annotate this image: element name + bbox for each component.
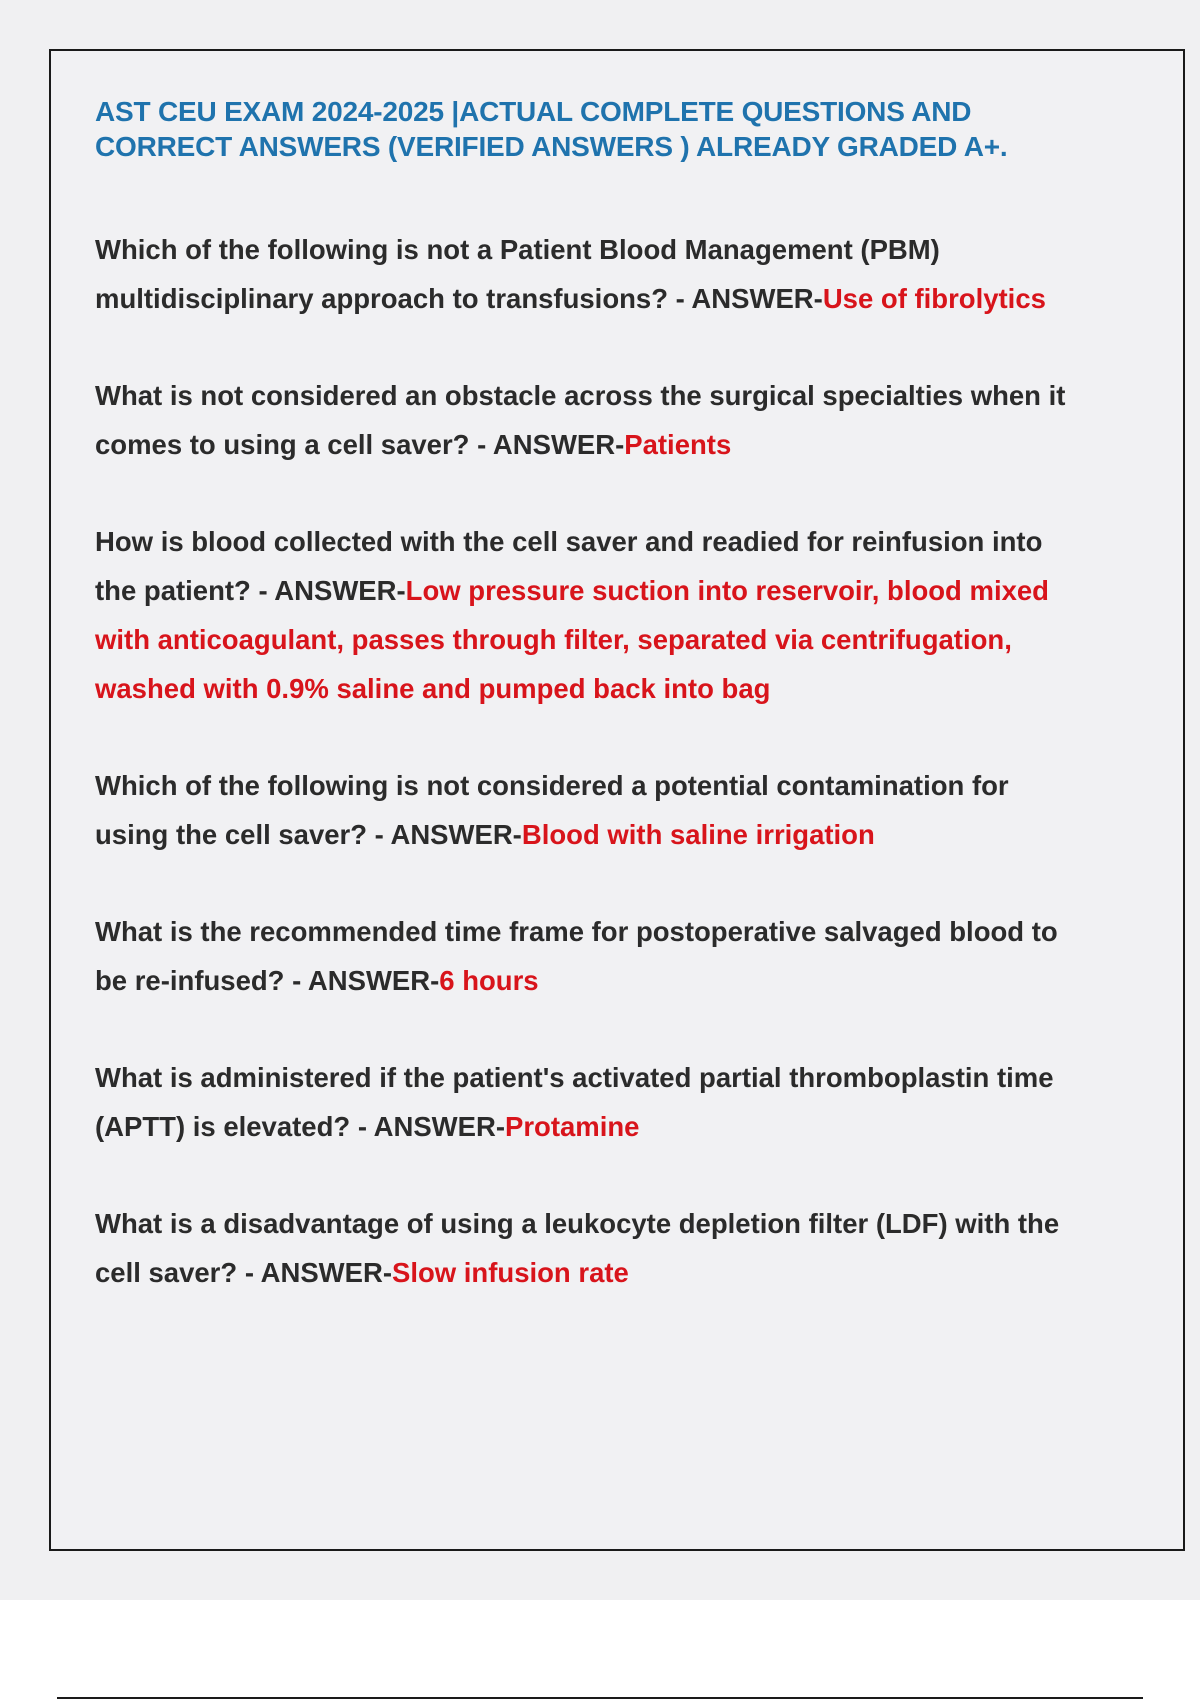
- question-text: What is not considered an obstacle across the surgical specialties when it comes to using a cell saver?: [95, 380, 1066, 460]
- answer-prefix: - ANSWER-: [250, 575, 406, 606]
- answer-prefix: - ANSWER-: [237, 1257, 392, 1288]
- footer-divider: [57, 1697, 1143, 1699]
- qa-list: [95, 225, 1085, 1297]
- question-text: How is blood collected with the cell saver and readied for reinfusion into the patient?: [95, 526, 1043, 606]
- answer-prefix: - ANSWER-: [668, 283, 823, 314]
- answer-prefix: - ANSWER-: [284, 965, 440, 996]
- answer-text: Use of fibrolytics: [822, 283, 1046, 314]
- answer-prefix: - ANSWER-: [367, 819, 522, 850]
- qa-item: [95, 225, 1085, 323]
- answer-text: Low pressure suction into reservoir, blood mixed with anticoagulant, passes through filter, separated via centrifugation, washed with 0.9% saline and pumped back into bag: [95, 575, 1049, 704]
- answer-prefix: - ANSWER-: [350, 1111, 505, 1142]
- question-text: What is a disadvantage of using a leukocyte depletion filter (LDF) with the cell saver?: [95, 1208, 1060, 1288]
- question-text: Which of the following is not a Patient Blood Management (PBM) multidisciplinary approach to transfusions?: [95, 234, 940, 314]
- qa-item: [95, 1199, 1085, 1297]
- qa-item: [95, 1053, 1085, 1151]
- answer-text: 6 hours: [439, 965, 539, 996]
- document-content: [95, 94, 1085, 1345]
- qa-item: [95, 761, 1085, 859]
- document-title: AST CEU EXAM 2024-2025 |ACTUAL COMPLETE QUESTIONS AND CORRECT ANSWERS (VERIFIED ANSWERS ) ALREADY GRADED A+.: [95, 96, 1008, 162]
- answer-text: Protamine: [505, 1111, 640, 1142]
- question-text: What is administered if the patient's activated partial thromboplastin time (APTT) is elevated?: [95, 1062, 1054, 1142]
- qa-item: [95, 371, 1085, 469]
- qa-item: [95, 517, 1085, 713]
- question-text: What is the recommended time frame for postoperative salvaged blood to be re-infused?: [95, 916, 1058, 996]
- answer-text: Blood with saline irrigation: [521, 819, 875, 850]
- qa-item: [95, 907, 1085, 1005]
- answer-text: Slow infusion rate: [391, 1257, 629, 1288]
- answer-text: Patients: [624, 429, 732, 460]
- question-text: Which of the following is not considered a potential contamination for using the cell saver?: [95, 770, 1009, 850]
- answer-prefix: - ANSWER-: [469, 429, 625, 460]
